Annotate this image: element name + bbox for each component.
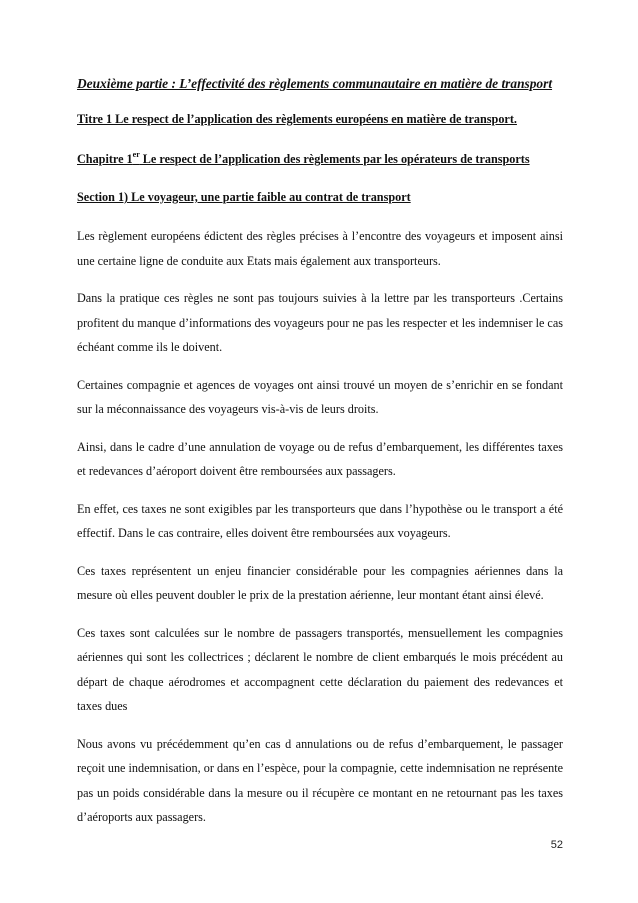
paragraph: Ainsi, dans le cadre d’une annulation de voyage ou de refus d’embarquement, les différentes taxes et redevances d’aéroport doivent être remboursées aux passagers. — [77, 439, 563, 478]
document-page — [77, 74, 563, 843]
chapitre-text: Le respect de l’application des règlements par les opérateurs de transports — [139, 152, 530, 166]
paragraph: Nous avons vu précédemment qu’en cas d annulations ou de refus d’embarquement, le passager reçoit une indemnisation, or dans en l’espèce, pour la compagnie, cette indemnisation ne représente pas un poids considérable dans la mesure ou il récupère ce montant en ne retournant pas les taxes d’aéroports aux passagers. — [77, 736, 563, 824]
paragraph: Ces taxes représentent un enjeu financier considérable pour les compagnies aériennes dans la mesure où elles peuvent doubler le prix de la prestation aérienne, leur montant étant ainsi élevé. — [77, 563, 563, 602]
paragraph: Certaines compagnie et agences de voyages ont ainsi trouvé un moyen de s’enrichir en se fondant sur la méconnaissance des voyageurs vis-à-vis de leurs droits. — [77, 377, 563, 416]
part-title: Deuxième partie : L’effectivité des règlements communautaire en matière de transport — [77, 76, 553, 91]
section-heading: Section 1) Le voyageur, une partie faible au contrat de transport — [77, 190, 411, 204]
titre-heading: Titre 1 Le respect de l’application des règlements européens en matière de transport. — [77, 112, 517, 126]
chapitre-heading — [77, 150, 563, 168]
page-number: 52 — [550, 839, 563, 851]
chapitre-prefix: Chapitre 1 — [77, 152, 133, 166]
paragraph: En effet, ces taxes ne sont exigibles par les transporteurs que dans l’hypothèse ou le transport a été effectif. Dans le cas contraire, elles doivent être remboursées aux voyageurs. — [77, 501, 563, 540]
paragraph: Dans la pratique ces règles ne sont pas toujours suivies à la lettre par les transporteurs .Certains profitent du manque d’informations des voyageurs pour ne pas les respecter et les indemniser le cas échéant comme ils le doivent. — [77, 291, 563, 354]
paragraph: Ces taxes sont calculées sur le nombre de passagers transportés, mensuellement les compagnies aériennes qui sont les collectrices ; déclarent le nombre de client embarqués le mois précédent au départ de chaque aérodromes et accompagnent cette déclaration du paiement des redevances et taxes dues — [77, 625, 563, 713]
chapitre-superscript: er — [132, 150, 140, 159]
paragraph: Les règlement européens édictent des règles précises à l’encontre des voyageurs et imposent ainsi une certaine ligne de conduite aux Etats mais également aux transporteurs. — [77, 229, 563, 268]
